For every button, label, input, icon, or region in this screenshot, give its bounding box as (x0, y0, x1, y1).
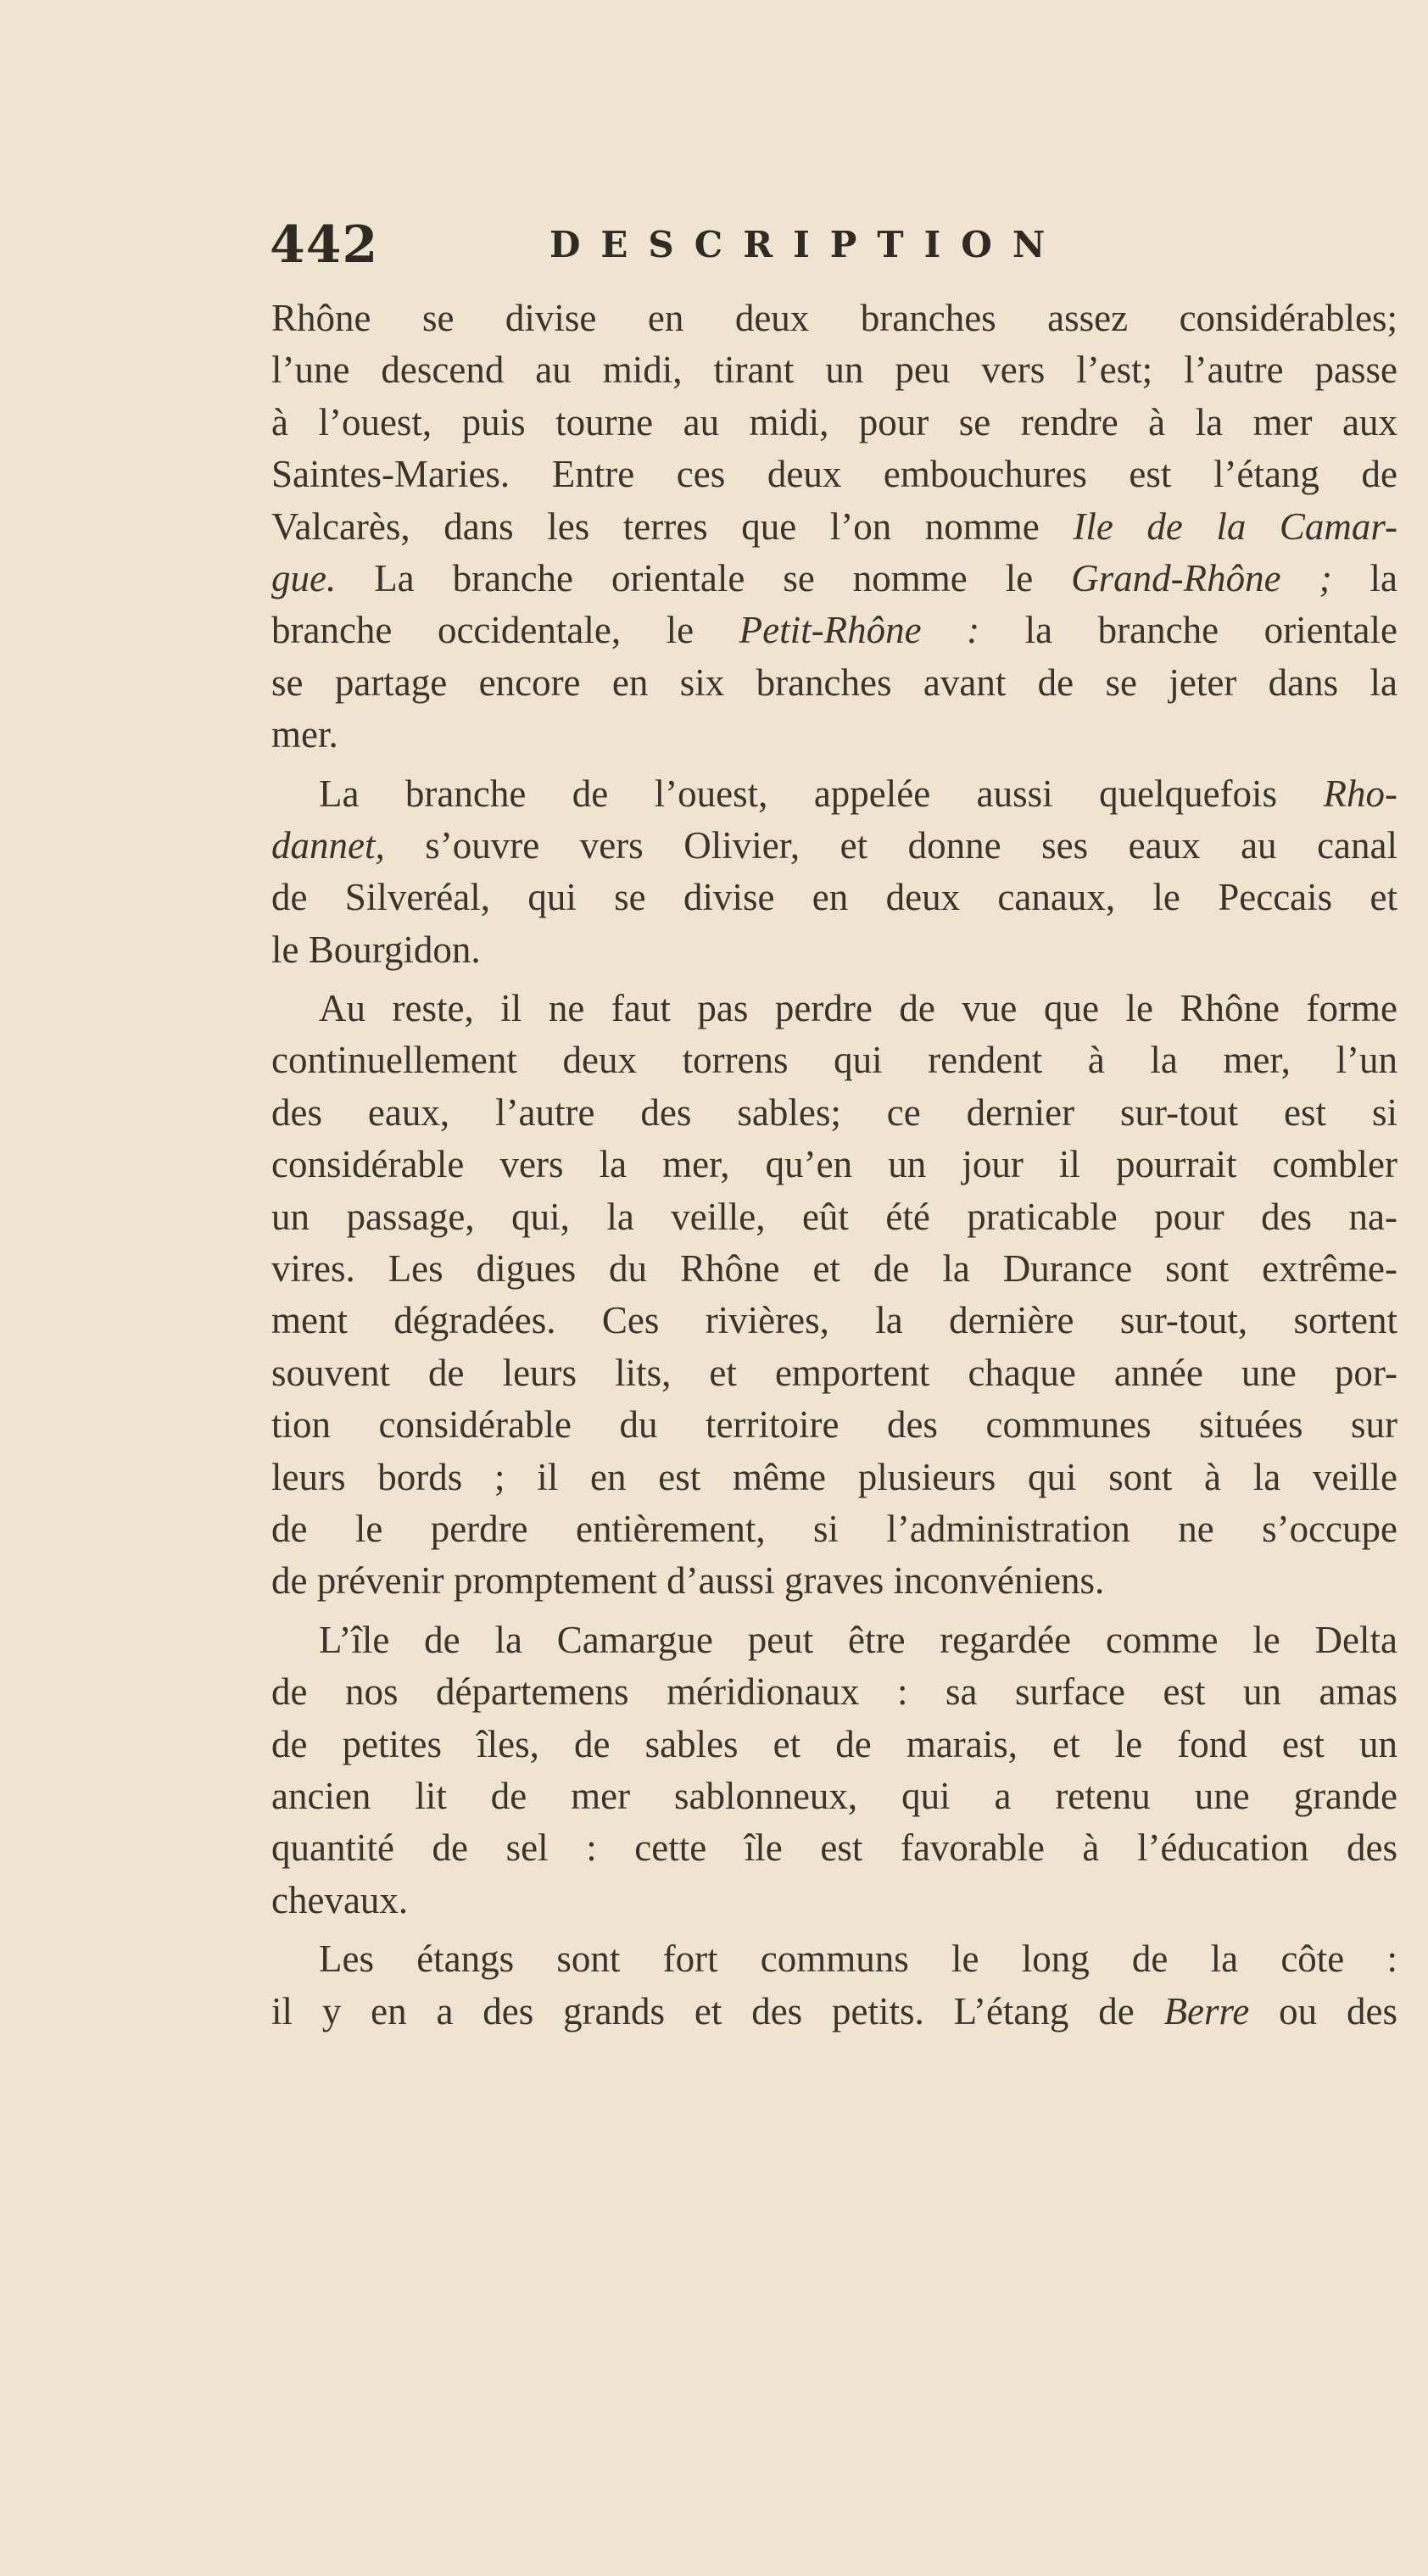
page-number: 442 (270, 215, 379, 275)
text-line: à l’ouest, puis tourne au midi, pour se rendre à la mer aux (271, 400, 1397, 443)
italic-place-name: Petit-Rhône : (739, 609, 980, 652)
text-line: l’une descend au midi, tirant un peu vers l’est; l’autre passe (271, 348, 1397, 392)
italic-place-name: gue. (271, 556, 337, 599)
text-line (271, 1986, 1397, 2038)
text-line (271, 820, 1397, 872)
text-line: Les étangs sont fort communs le long de la côte : (319, 1938, 1397, 1981)
running-head-title: DESCRIPTION (549, 224, 1066, 265)
text-line (271, 553, 1397, 605)
line-segment: s’ouvre vers Olivier, et donne ses eaux au canal (384, 823, 1397, 867)
line-segment: branche occidentale, le (271, 609, 739, 652)
line-segment: Valcarès, dans les terres que l’on nomme (271, 505, 1074, 548)
line-segment: La branche orientale se nomme le (336, 556, 1072, 599)
text-line: de nos départemens méridionaux : sa surface est un amas (271, 1670, 1397, 1714)
body-text (271, 293, 1397, 2038)
text-line: souvent de leurs lits, et emportent chaque année une por- (271, 1351, 1397, 1394)
text-line: chevaux. (271, 1878, 409, 1921)
italic-place-name: dannet, (271, 823, 385, 867)
text-line: L’île de la Camargue peut être regardée comme le Delta (319, 1618, 1397, 1661)
text-line: leurs bords ; il en est même plusieurs qui sont à la veille (271, 1455, 1397, 1498)
text-line: de prévenir promptement d’aussi graves inconvéniens. (271, 1559, 1105, 1603)
running-head (270, 215, 1428, 283)
text-line: Rhône se divise en deux branches assez considérables; (271, 297, 1397, 339)
line-segment: la (1331, 556, 1397, 599)
text-line: un passage, qui, la veille, eût été praticable pour des na- (271, 1195, 1397, 1238)
line-segment: il y en a des grands et des petits. L’étang de (271, 1989, 1164, 2032)
italic-place-name: Ile de la Camar- (1073, 505, 1398, 548)
italic-place-name: Rho- (1323, 772, 1397, 815)
text-line: de petites îles, de sables et de marais, et le fond est un (271, 1722, 1397, 1765)
text-line: le Bourgidon. (271, 928, 481, 971)
line-segment: La branche de l’ouest, appelée aussi quelquefois (319, 772, 1324, 815)
text-line: continuellement deux torrens qui rendent à la mer, l’un (271, 1039, 1397, 1082)
text-line: tion considérable du territoire des communes situées sur (271, 1403, 1397, 1447)
text-line (271, 501, 1397, 553)
text-line: se partage encore en six branches avant de se jeter dans la (271, 661, 1397, 704)
text-line: ment dégradées. Ces rivières, la dernière sur-tout, sortent (271, 1299, 1397, 1342)
text-line: considérable vers la mer, qu’en un jour il pourrait combler (271, 1143, 1397, 1186)
text-line (271, 605, 1397, 656)
line-segment: la branche orientale (979, 609, 1397, 652)
text-line: des eaux, l’autre des sables; ce dernier sur-tout est si (271, 1090, 1397, 1134)
italic-place-name: Grand-Rhône ; (1071, 556, 1332, 599)
line-segment: ou des (1249, 1989, 1397, 2032)
text-line: vires. Les digues du Rhône et de la Durance sont extrême- (271, 1247, 1397, 1291)
text-line: de le perdre entièrement, si l’administration ne s’occupe (271, 1507, 1397, 1550)
text-line: quantité de sel : cette île est favorable à l’éducation des (271, 1826, 1397, 1870)
text-line (271, 768, 1397, 820)
italic-place-name: Berre (1163, 1989, 1250, 2032)
text-line: ancien lit de mer sablonneux, qui a retenu une grande (271, 1774, 1397, 1817)
text-line: Saintes-Maries. Entre ces deux embouchures est l’étang de (271, 453, 1397, 496)
text-line: de Silveréal, qui se divise en deux canaux, le Peccais et (271, 876, 1397, 919)
text-line: Au reste, il ne faut pas perdre de vue que le Rhône forme (319, 987, 1397, 1030)
text-line: mer. (271, 713, 338, 756)
